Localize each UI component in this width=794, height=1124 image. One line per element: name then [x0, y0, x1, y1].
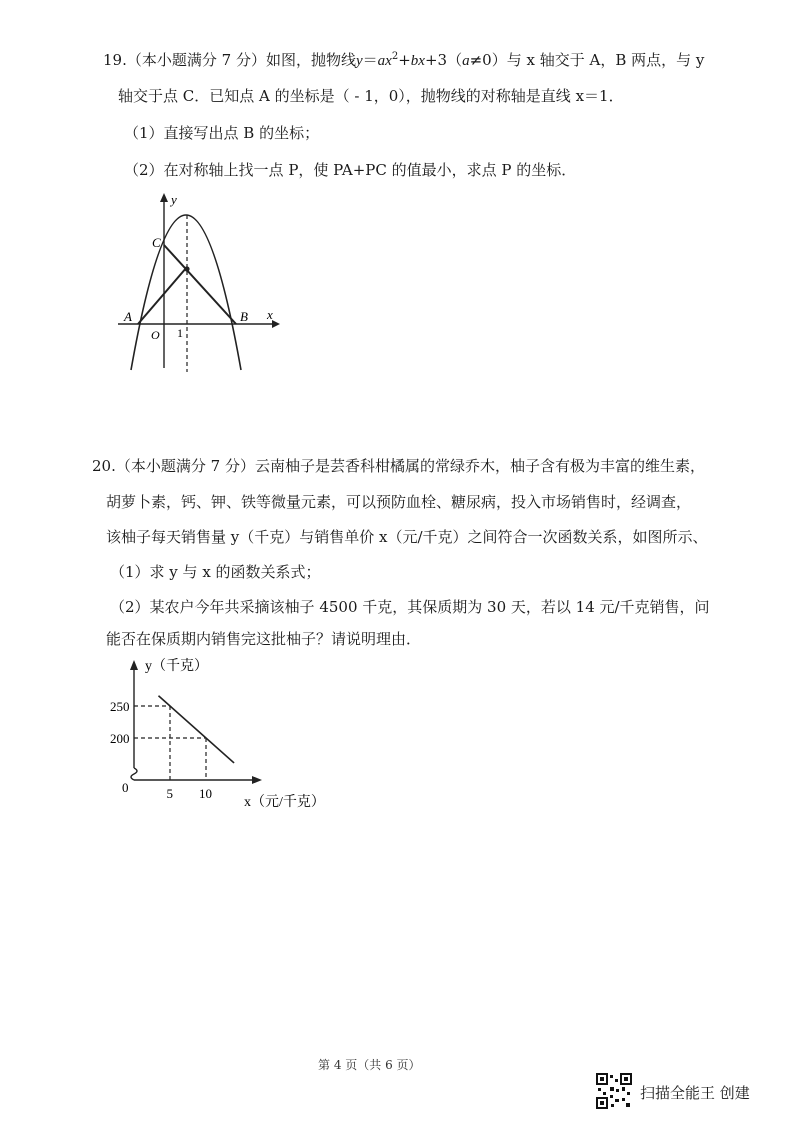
q19-points: （本小题满分 7 分）: [126, 51, 266, 69]
q19-label-C: C: [152, 235, 161, 250]
q19-line-2: 轴交于点 C．已知点 A 的坐标是（ - 1，0），抛物线的对称轴是直线 x＝1．: [118, 87, 624, 105]
scanner-watermark: 扫描全能王 创建: [640, 1084, 750, 1102]
q20-part-2-line-2: 能否在保质期内销售完这批柚子？请说明理由．: [106, 630, 422, 648]
q19-label-x: x: [267, 307, 273, 322]
q19-eq-exponent: 2: [391, 51, 399, 62]
page-footer: 第 4 页（共 6 页）: [318, 1058, 421, 1072]
q20-y-axis-arrow: [130, 660, 138, 670]
q19-label-O: O: [151, 328, 160, 342]
q20-line-3: 该柚子每天销售量 y（千克）与销售单价 x（元/千克）之间符合一次函数关系，如图所示、: [106, 528, 708, 546]
q20-x-tick-label-0: 5: [166, 786, 173, 801]
q19-number: 19.: [103, 51, 127, 69]
q20-line1-rest: 云南柚子是芸香科柑橘属的常绿乔木，柚子含有极为丰富的维生素，: [254, 457, 705, 475]
q20-origin-label: 0: [122, 780, 129, 795]
q19-cond-rest: ≠0）: [469, 51, 507, 69]
q19-eq-tail: +3: [424, 51, 448, 69]
q19-part-2: （2）在对称轴上找一点 P，使 PA+PC 的值最小，求点 P 的坐标．: [124, 161, 577, 179]
q19-eq-bx: bx: [410, 53, 425, 69]
q19-eq-ax: ax: [377, 53, 392, 69]
q19-line1-rest: 与 x 轴交于 A，B 两点，与 y: [506, 51, 705, 69]
q20-y-tick-label-0: 250: [110, 699, 130, 714]
q19-eq-equals: ＝: [362, 51, 378, 69]
q20-part-2-line-1: （2）某农户今年共采摘该柚子 4500 千克，其保质期为 30 天，若以 14 元/千克销售，问: [110, 598, 710, 616]
q20-line-2: 胡萝卜素，钙、钾、铁等微量元素，可以预防血栓、糖尿病，投入市场销售时，经调查，: [106, 493, 692, 511]
q20-part-1: （1）求 y 与 x 的函数关系式；: [110, 563, 321, 581]
q19-eq-y: y: [355, 53, 363, 69]
q19-label-1: 1: [177, 326, 183, 340]
q19-label-B: B: [240, 309, 248, 324]
q20-points: （本小题满分 7 分）: [115, 457, 255, 475]
q20-y-axis-title: y（千克）: [145, 659, 208, 674]
q20-x-axis-arrow: [252, 776, 262, 784]
q19-label-A: A: [124, 309, 132, 324]
q20-number: 20.: [92, 457, 116, 475]
q20-y-tick-label-1: 200: [110, 731, 130, 746]
q20-x-tick-label-1: 10: [199, 786, 212, 801]
q19-cond-open: （: [447, 51, 463, 69]
q19-label-y: y: [171, 192, 177, 207]
q19-cond-var: a: [462, 53, 470, 69]
q19-part-1: （1）直接写出点 B 的坐标；: [124, 124, 320, 142]
q20-y-axis-break: [131, 768, 137, 780]
q19-eq-plus: +: [398, 51, 411, 69]
q19-intro: 如图，抛物线: [265, 51, 356, 69]
q20-x-axis-title: x（元/千克）: [244, 795, 325, 810]
qr-code-icon: [596, 1073, 632, 1109]
